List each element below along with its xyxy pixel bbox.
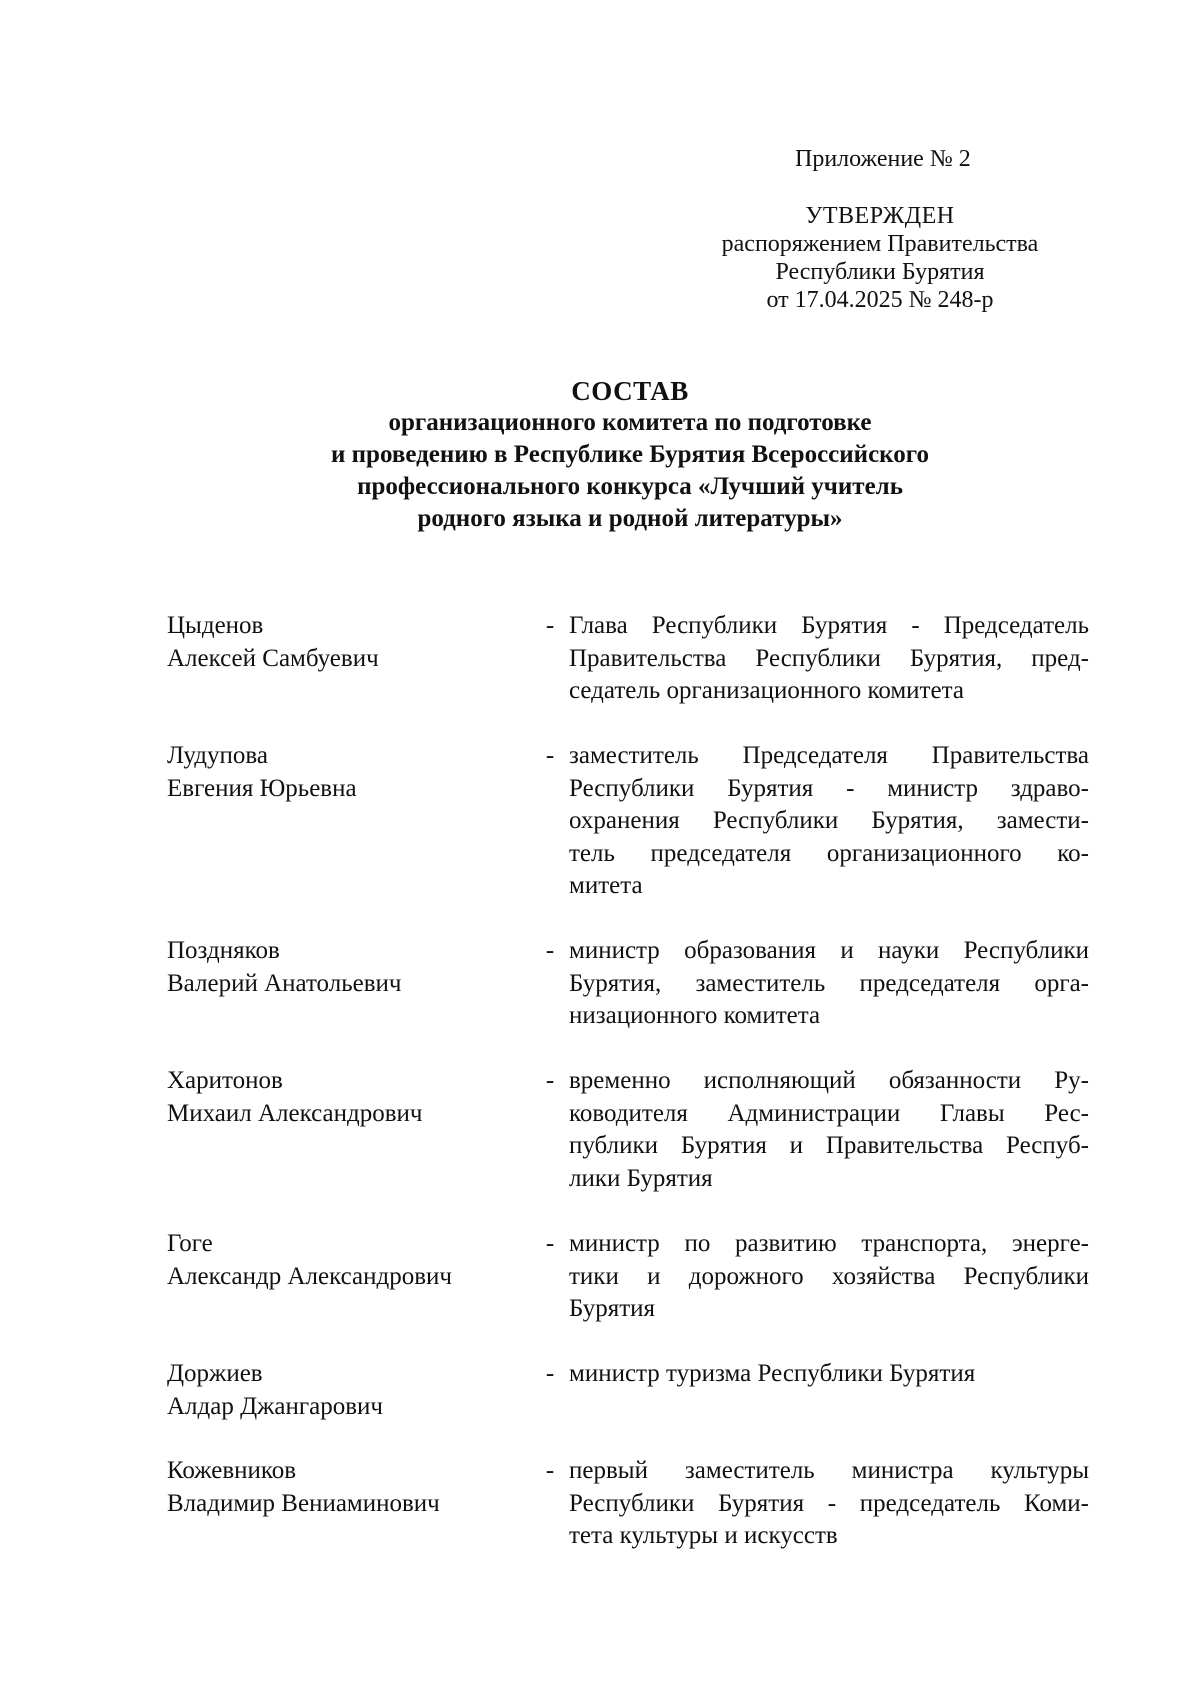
member-role	[569, 1358, 1089, 1391]
role-line: тики и дорожного хозяйства Республики	[569, 1262, 1089, 1290]
approved-label: УТВЕРЖДЕН	[805, 203, 955, 229]
member-given-name: Алексей Самбуевич	[167, 644, 379, 672]
member-dash: -	[545, 1360, 555, 1387]
approval-line-3: от 17.04.2025 № 248-р	[766, 287, 994, 313]
member-dash: -	[545, 1457, 555, 1484]
member-role	[569, 1455, 1089, 1553]
member-name	[167, 935, 527, 1000]
member-role	[569, 935, 1089, 1033]
member-dash: -	[545, 937, 555, 964]
member-name	[167, 1065, 527, 1130]
member-role	[569, 1228, 1089, 1326]
role-line: публики Бурятия и Правительства Респуб-	[569, 1132, 1089, 1159]
member-role	[569, 610, 1089, 708]
role-line: министр образования и науки Республики	[569, 937, 1089, 964]
approval-line-2: Республики Бурятия	[775, 259, 985, 285]
role-line: охранения Республики Бурятия, замести-	[569, 807, 1089, 834]
member-surname: Харитонов	[167, 1067, 283, 1094]
member-role	[569, 1065, 1089, 1195]
member-dash: -	[545, 1067, 555, 1094]
member-name	[167, 610, 527, 675]
role-line: низационного комитета	[569, 1002, 821, 1029]
member-name	[167, 1455, 527, 1520]
annex-label: Приложение № 2	[795, 146, 971, 172]
document-title	[180, 375, 1080, 535]
member-surname: Кожевников	[167, 1457, 297, 1484]
role-line: первый заместитель министра культуры	[569, 1457, 1089, 1484]
member-name	[167, 740, 527, 805]
role-line: министр по развитию транспорта, энерге-	[569, 1230, 1089, 1257]
member-name	[167, 1228, 527, 1293]
member-given-name: Алдар Джангарович	[167, 1392, 384, 1420]
role-line: тель председателя организационного ко-	[569, 839, 1089, 867]
role-line: ководителя Администрации Главы Рес-	[569, 1099, 1089, 1127]
role-line: Бурятия, заместитель председателя орга-	[569, 969, 1089, 997]
role-line: Республики Бурятия - председатель Коми-	[569, 1489, 1089, 1517]
member-given-name: Михаил Александрович	[167, 1099, 423, 1127]
member-name	[167, 1358, 527, 1423]
approval-line-1: распоряжением Правительства	[721, 231, 1039, 257]
role-line: лики Бурятия	[569, 1164, 713, 1192]
title-main: СОСТАВ	[571, 376, 689, 406]
approval-stamp-block	[700, 202, 1060, 314]
member-surname: Доржиев	[167, 1360, 263, 1387]
role-line: Глава Республики Бурятия - Председатель	[569, 612, 1089, 639]
member-given-name: Валерий Анатольевич	[167, 969, 402, 997]
role-line: министр туризма Республики Бурятия	[569, 1360, 976, 1387]
member-dash: -	[545, 1230, 555, 1257]
role-line: заместитель Председателя Правительства	[569, 742, 1089, 769]
role-line: Правительства Республики Бурятия, пред-	[569, 644, 1089, 672]
title-line: и проведению в Республике Бурятия Всероссийского	[331, 441, 929, 468]
role-line: седатель организационного комитета	[569, 677, 964, 704]
role-line: Бурятия	[569, 1295, 656, 1322]
member-role	[569, 740, 1089, 903]
title-line: организационного комитета по подготовке	[388, 409, 872, 436]
member-surname: Цыденов	[167, 612, 264, 639]
member-given-name: Владимир Вениаминович	[167, 1489, 440, 1517]
member-surname: Лудупова	[167, 742, 268, 769]
member-dash: -	[545, 742, 555, 769]
member-surname: Поздняков	[167, 937, 280, 964]
member-given-name: Евгения Юрьевна	[167, 774, 357, 802]
role-line: временно исполняющий обязанности Ру-	[569, 1067, 1089, 1094]
role-line: митета	[569, 872, 643, 899]
member-surname: Гоге	[167, 1230, 213, 1257]
title-line: родного языка и родной литературы»	[417, 505, 843, 532]
member-dash: -	[545, 612, 555, 639]
role-line: Республики Бурятия - министр здраво-	[569, 774, 1089, 802]
member-given-name: Александр Александрович	[167, 1262, 452, 1290]
title-line: профессионального конкурса «Лучший учитель	[357, 473, 903, 500]
role-line: тета культуры и искусств	[569, 1522, 838, 1549]
